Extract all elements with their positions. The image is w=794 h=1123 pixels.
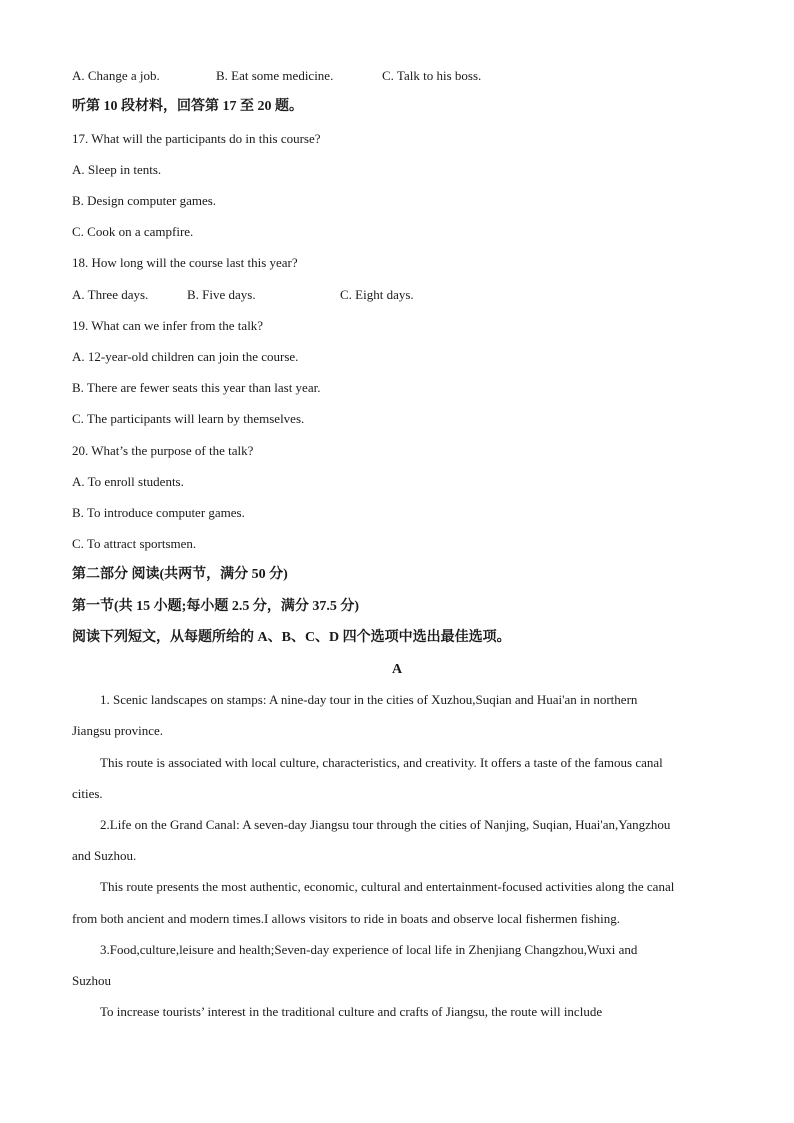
q16-option-b: B. Eat some medicine. (216, 68, 334, 83)
q20-question: 20. What’s the purpose of the talk? (72, 443, 254, 458)
q18-option-a: A. Three days. (72, 287, 149, 302)
passage-line: 3.Food,culture,leisure and health;Seven-day experience of local life in Zhenjiang Changzhou,Wuxi and (100, 942, 638, 957)
reading-instructions: 阅读下列短文，从每题所给的 A、B、C、D 四个选项中选出最佳选项。 (72, 630, 511, 645)
q18-option-b: B. Five days. (187, 287, 256, 302)
passage-letter: A (391, 662, 403, 677)
q16-option-c: C. Talk to his boss. (382, 68, 482, 83)
q17-option-b: B. Design computer games. (72, 193, 217, 208)
passage-line: and Suzhou. (72, 848, 137, 863)
q20-option-b: B. To introduce computer games. (72, 505, 245, 520)
q20-option-a: A. To enroll students. (72, 474, 184, 489)
q18-question: 18. How long will the course last this year? (72, 255, 298, 270)
q19-option-c: C. The participants will learn by themselves. (72, 411, 305, 426)
q20-option-c: C. To attract sportsmen. (72, 536, 197, 551)
q19-option-a: A. 12-year-old children can join the course. (72, 349, 299, 364)
q19-option-b: B. There are fewer seats this year than last year. (72, 380, 321, 395)
passage-line: cities. (72, 786, 103, 801)
passage-line: 2.Life on the Grand Canal: A seven-day Jiangsu tour through the cities of Nanjing, Suqian, Huai'an,Yangzhou (100, 817, 671, 832)
passage-line: To increase tourists’ interest in the traditional culture and crafts of Jiangsu, the route will include (100, 1004, 603, 1019)
passage-line: 1. Scenic landscapes on stamps: A nine-day tour in the cities of Xuzhou,Suqian and Huai'an in northern (100, 692, 638, 707)
passage-line: Suzhou (72, 973, 111, 988)
q17-question: 17. What will the participants do in this course? (72, 131, 321, 146)
passage-line: Jiangsu province. (72, 723, 163, 738)
part2-heading: 第二部分 阅读(共两节，满分 50 分) (72, 567, 288, 582)
section10-heading: 听第 10 段材料，回答第 17 至 20 题。 (72, 99, 303, 114)
q17-option-c: C. Cook on a campfire. (72, 224, 194, 239)
q18-option-c: C. Eight days. (340, 287, 414, 302)
q17-option-a: A. Sleep in tents. (72, 162, 162, 177)
passage-line: This route presents the most authentic, economic, cultural and entertainment-focused activities along the canal (100, 879, 675, 894)
passage-line: This route is associated with local culture, characteristics, and creativity. It offers a taste of the famous canal (100, 755, 663, 770)
section1-heading: 第一节(共 15 小题;每小题 2.5 分，满分 37.5 分) (72, 599, 359, 614)
q16-option-a: A. Change a job. (72, 68, 160, 83)
q19-question: 19. What can we infer from the talk? (72, 318, 264, 333)
passage-line: from both ancient and modern times.I allows visitors to ride in boats and observe local fishermen fishing. (72, 911, 621, 926)
